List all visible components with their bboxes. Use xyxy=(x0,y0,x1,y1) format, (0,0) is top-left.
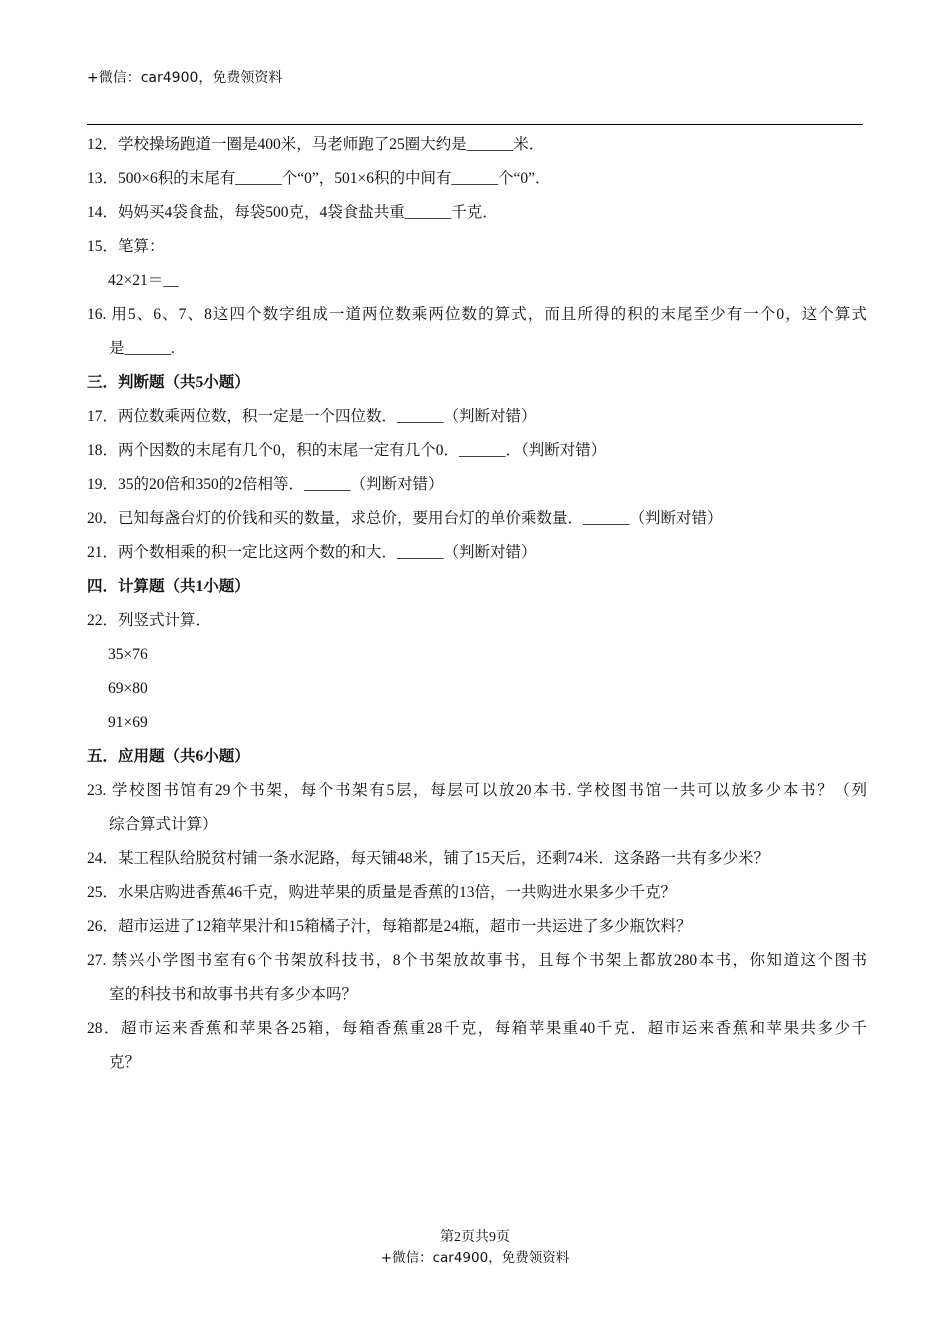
section-title-application: 五．应用题（共6小题） xyxy=(87,748,250,765)
question-27-continued: 室的科技书和故事书共有多少本吗？ xyxy=(109,986,358,1003)
header-watermark-note: +微信：car4900，免费领资料 xyxy=(87,70,283,86)
question-22: 22．列竖式计算． xyxy=(87,612,212,629)
question-26: 26．超市运进了12箱苹果汁和15箱橘子汁，每箱都是24瓶，超市一共运进了多少瓶饮料？ xyxy=(87,918,692,935)
section-title-judgment: 三．判断题（共5小题） xyxy=(87,374,250,391)
question-22-item-b: 69×80 xyxy=(108,680,148,697)
question-19: 19．35的20倍和350的2倍相等．______（判断对错） xyxy=(87,476,444,493)
question-21: 21．两个数相乘的积一定比这两个数的和大．______（判断对错） xyxy=(87,544,537,561)
question-12: 12．学校操场跑道一圈是400米，马老师跑了25圈大约是______米． xyxy=(87,136,545,153)
question-23: 23. 学校图书馆有29个书架，每个书架有5层，每层可以放20本书. 学校图书馆一共可以放多少本书？（列 xyxy=(87,782,867,799)
question-15-expression: 42×21＝__ xyxy=(108,272,179,289)
question-28-continued: 克？ xyxy=(109,1054,141,1071)
question-13: 13．500×6积的末尾有______个“0”，501×6积的中间有______个“0”． xyxy=(87,170,551,187)
question-16-continued: 是______. xyxy=(109,340,175,357)
question-list xyxy=(87,128,867,1080)
page-number: 第2页共9页 xyxy=(440,1230,510,1245)
section-title-calculation: 四．计算题（共1小题） xyxy=(87,578,250,595)
question-24: 24．某工程队给脱贫村铺一条水泥路，每天铺48米，铺了15天后，还剩74米．这条路一共有多少米？ xyxy=(87,850,770,867)
question-25: 25．水果店购进香蕉46千克，购进苹果的质量是香蕉的13倍，一共购进水果多少千克？ xyxy=(87,884,677,901)
question-20: 20．已知每盏台灯的价钱和买的数量，求总价，要用台灯的单价乘数量．______（判断对错） xyxy=(87,510,723,527)
footer-watermark-note: +微信：car4900，免费领资料 xyxy=(380,1250,570,1266)
question-18: 18．两个因数的末尾有几个0，积的末尾一定有几个0．______．（判断对错） xyxy=(87,442,607,459)
question-23-continued: 综合算式计算） xyxy=(109,816,218,833)
question-22-item-a: 35×76 xyxy=(108,646,148,663)
question-27: 27. 禁兴小学图书室有6个书架放科技书，8个书架放故事书，且每个书架上都放280本书，你知道这个图书 xyxy=(87,952,867,969)
question-15: 15．笔算： xyxy=(87,238,165,255)
question-28: 28．超市运来香蕉和苹果各25箱，每箱香蕉重28千克，每箱苹果重40千克．超市运来香蕉和苹果共多少千 xyxy=(87,1020,867,1037)
question-22-item-c: 91×69 xyxy=(108,714,148,731)
question-14: 14．妈妈买4袋食盐，每袋500克，4袋食盐共重______千克． xyxy=(87,204,498,221)
question-16: 16. 用5、6、7、8这四个数字组成一道两位数乘两位数的算式，而且所得的积的末尾至少有一个0，这个算式 xyxy=(87,306,867,323)
question-17: 17．两位数乘两位数，积一定是一个四位数．______（判断对错） xyxy=(87,408,537,425)
header-divider xyxy=(87,124,863,125)
